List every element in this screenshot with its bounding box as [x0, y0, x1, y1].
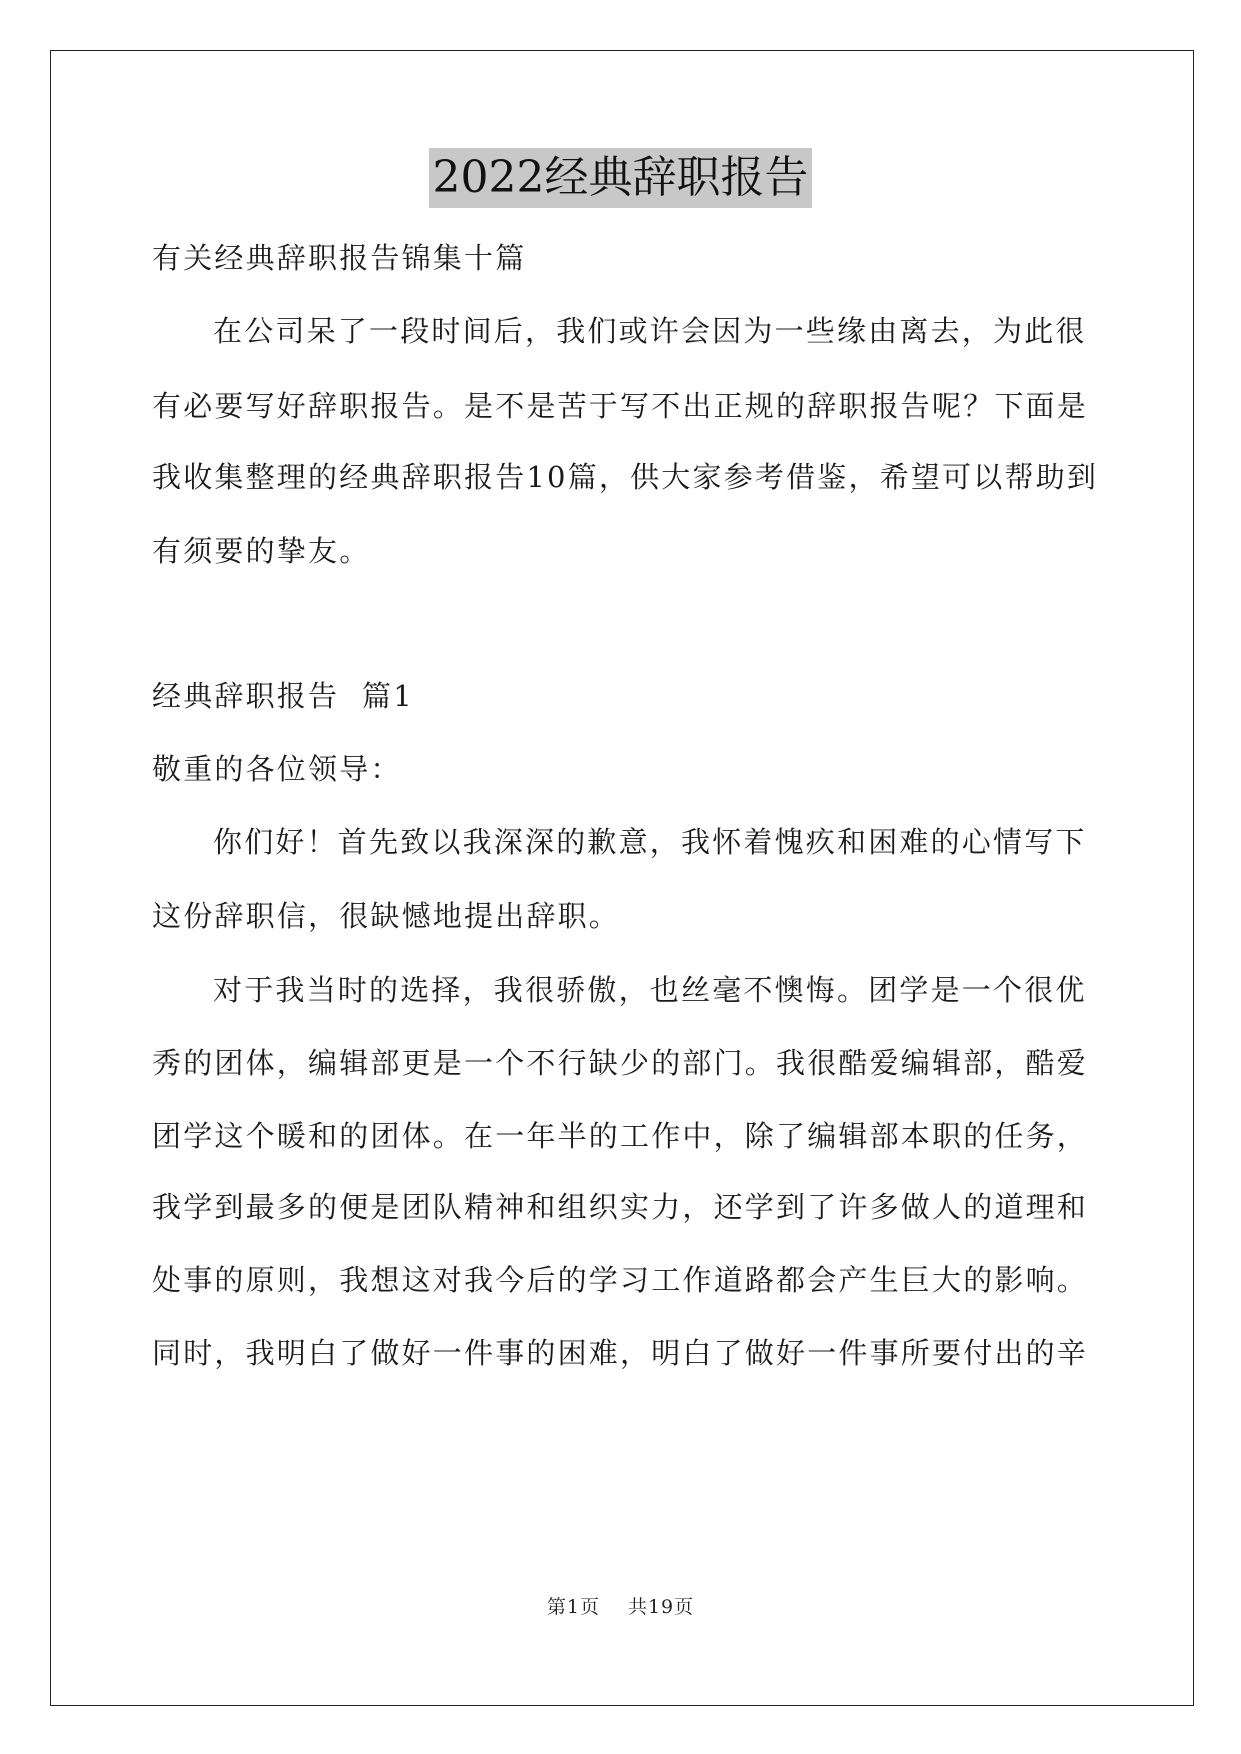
paragraph-line: 团学这个暖和的团体。在一年半的工作中，除了编辑部本职的任务，	[152, 1119, 1089, 1153]
paragraph-line: 我学到最多的便是团队精神和组织实力，还学到了许多做人的道理和	[152, 1190, 1089, 1224]
paragraph-line: 处事的原则，我想这对我今后的学习工作道路都会产生巨大的影响。	[152, 1263, 1089, 1297]
paragraph-line: 你们好！首先致以我深深的歉意，我怀着愧疚和困难的心情写下	[213, 825, 1087, 859]
paragraph-line: 秀的团体，编辑部更是一个不行缺少的部门。我很酷爱编辑部，酷爱	[152, 1046, 1089, 1080]
intro-line: 在公司呆了一段时间后，我们或许会因为一些缘由离去，为此很	[213, 314, 1087, 348]
page-footer	[0, 1594, 1241, 1620]
paragraph-line: 对于我当时的选择，我很骄傲，也丝毫不懊悔。团学是一个很优	[213, 973, 1087, 1007]
salutation: 敬重的各位领导：	[152, 752, 402, 786]
page-number: 第1页	[546, 1596, 600, 1618]
paragraph-line: 同时，我明白了做好一件事的困难，明白了做好一件事所要付出的辛	[152, 1336, 1089, 1370]
intro-line: 有必要写好辞职报告。是不是苦于写不出正规的辞职报告呢？下面是	[152, 389, 1089, 423]
intro-line: 我收集整理的经典辞职报告10篇，供大家参考借鉴，希望可以帮助到	[152, 460, 1099, 494]
paragraph-line: 这份辞职信，很缺憾地提出辞职。	[152, 899, 621, 933]
title-container	[0, 148, 1241, 208]
intro-line: 有须要的挚友。	[152, 534, 371, 568]
document-title: 2022经典辞职报告	[429, 148, 813, 208]
document-subtitle: 有关经典辞职报告锦集十篇	[152, 241, 527, 275]
page-border	[50, 50, 1194, 1706]
section-heading: 经典辞职报告 篇1	[152, 679, 414, 713]
page-total: 共19页	[627, 1596, 695, 1618]
